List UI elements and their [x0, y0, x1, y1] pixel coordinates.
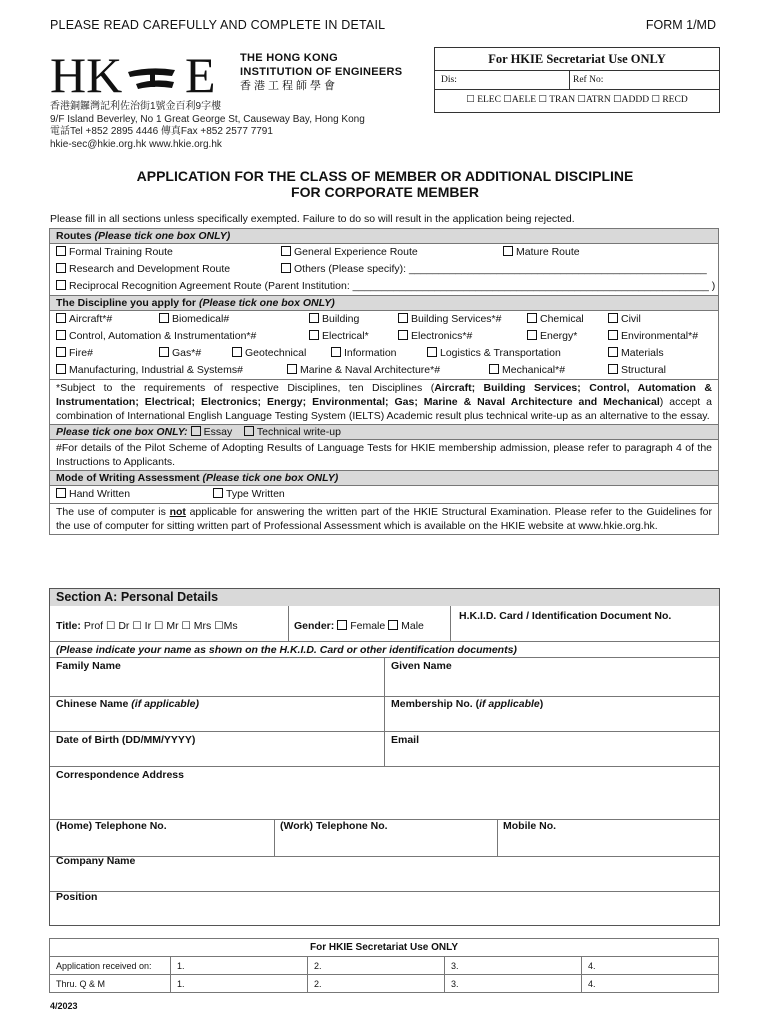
tech-checkbox[interactable]	[244, 426, 254, 436]
org-name-line2: INSTITUTION OF ENGINEERS	[240, 66, 403, 78]
chinese-name-label: Chinese Name (if applicable)	[56, 698, 199, 710]
secretariat-options: ☐ ELEC ☐AELE ☐ TRAN ☐ATRN ☐ADDD ☐ RECD	[466, 95, 688, 105]
section-a	[49, 588, 720, 926]
intro-text: Please fill in all sections unless specifically exempted. Failure to do so will result in the application being rejected.	[50, 213, 575, 225]
others-checkbox[interactable]	[281, 263, 291, 273]
essay-checkbox[interactable]	[191, 426, 201, 436]
discipline-options: Aircraft*# Biomedical# Building Building Services*# Chemical Civil Control, Automation & Instrumentation*# Electrical* Electronics*# Energy* Environmental*# Fire# Gas*# Geotechnical Information Logistics & Transportation Materials Manufacturing, Industrial & Systems# Marine & Naval Architecture*# Mechanical*# Structural	[50, 311, 719, 380]
secretariat-use-box	[434, 47, 720, 113]
discipline-checkbox[interactable]	[608, 364, 618, 374]
tel-fax: 電話Tel +852 2895 4446 傳真Fax +852 2577 7791	[50, 126, 273, 137]
dis-label: Dis:	[441, 75, 457, 85]
thru-label: Thru. Q & M	[50, 975, 171, 993]
name-hint: (Please indicate your name as shown on the H.K.I.D. Card or other identification documents)	[56, 644, 517, 656]
email-web: hkie-sec@hkie.org.hk www.hkie.org.hk	[50, 138, 222, 150]
org-address	[50, 101, 365, 151]
title-options[interactable]: Prof ☐ Dr ☐ Ir ☐ Mr ☐ Mrs ☐Ms	[83, 620, 238, 632]
discipline-checkbox[interactable]	[232, 347, 242, 357]
title-line1: APPLICATION FOR THE CLASS OF MEMBER OR ADDITIONAL DISCIPLINE	[136, 168, 634, 184]
footer-title: For HKIE Secretariat Use ONLY	[50, 939, 719, 957]
computer-note: The use of computer is not applicable for answering the written part of the HKIE Structural Examination. Please refer to the Guidelines for the use of computer for sitting written part of Professional Assessment which is available on the HKIE website at www.hkie.org.hk.	[50, 504, 719, 535]
svg-text:E: E	[185, 50, 216, 98]
discipline-checkbox[interactable]	[398, 313, 408, 323]
discipline-checkbox[interactable]	[398, 330, 408, 340]
discipline-checkbox[interactable]	[527, 330, 537, 340]
discipline-checkbox[interactable]	[56, 330, 66, 340]
hkid-label: H.K.I.D. Card / Identification Document No.	[459, 610, 672, 622]
mature-checkbox[interactable]	[503, 246, 513, 256]
address-en: 9/F Island Beverley, No 1 Great George St, Causeway Bay, Hong Kong	[50, 113, 365, 125]
discipline-checkbox[interactable]	[159, 347, 169, 357]
discipline-checkbox[interactable]	[427, 347, 437, 357]
address-zh: 香港銅鑼灣記利佐治街1號金百利9字樓	[50, 101, 222, 112]
formal-checkbox[interactable]	[56, 246, 66, 256]
position-label: Position	[56, 891, 98, 903]
discipline-checkbox[interactable]	[56, 313, 66, 323]
discipline-checkbox[interactable]	[56, 347, 66, 357]
secretariat-footer: For HKIE Secretariat Use ONLY Application received on: 1. 2. 3. 4. Thru. Q & M 1. 2. 3. 4.	[49, 938, 719, 993]
discipline-checkbox[interactable]	[159, 313, 169, 323]
routes-heading: Routes (Please tick one box ONLY)	[50, 229, 719, 244]
reciprocal-checkbox[interactable]	[56, 280, 66, 290]
discipline-checkbox[interactable]	[331, 347, 341, 357]
dob-label: Date of Birth (DD/MM/YYYY)	[56, 734, 196, 746]
discipline-checkbox[interactable]	[527, 313, 537, 323]
logo-hk: HK	[50, 50, 123, 98]
discipline-checkbox[interactable]	[489, 364, 499, 374]
male-checkbox[interactable]	[388, 620, 398, 630]
membership-label: Membership No. (if applicable)	[391, 698, 544, 710]
secretariat-box-title: For HKIE Secretariat Use ONLY	[435, 48, 719, 71]
email-label: Email	[391, 734, 420, 746]
hkie-logo	[50, 50, 235, 98]
home-tel-label: (Home) Telephone No.	[56, 820, 167, 832]
discipline-checkbox[interactable]	[309, 330, 319, 340]
received-label: Application received on:	[50, 957, 171, 975]
title-line2: FOR CORPORATE MEMBER	[291, 184, 479, 200]
title-field: Title: Prof ☐ Dr ☐ Ir ☐ Mr ☐ Mrs ☐Ms	[56, 620, 238, 632]
given-name-label: Given Name	[391, 660, 452, 672]
general-checkbox[interactable]	[281, 246, 291, 256]
discipline-heading: The Discipline you apply for (Please tick one box ONLY)	[50, 296, 719, 311]
ielts-note: *Subject to the requirements of respective Disciplines, ten Disciplines (Aircraft; Building Services; Control, Automation & Instrumentation; Electrical; Electronics; Energy; Environmental; Gas; Marine & Naval Architecture and Mechanical) accept a combination of International English Language Testing System (IELTS) Academic result plus technical write-up as an alternative to the essay.	[50, 380, 719, 425]
gender-field: Gender: Female Male	[294, 620, 424, 632]
family-name-label: Family Name	[56, 660, 121, 672]
discipline-checkbox[interactable]	[608, 330, 618, 340]
header-notice: PLEASE READ CAREFULLY AND COMPLETE IN DETAIL	[50, 18, 386, 32]
mobile-label: Mobile No.	[503, 820, 557, 832]
org-name-line1: THE HONG KONG	[240, 52, 339, 64]
form-number: FORM 1/MD	[645, 18, 716, 32]
pilot-note: #For details of the Pilot Scheme of Adopting Results of Language Tests for HKIE membership admission, please refer to paragraph 4 of the Instructions to Applicants.	[50, 440, 719, 471]
org-name	[240, 51, 402, 93]
org-name-zh: 香港工程師學會	[240, 80, 338, 92]
discipline-checkbox[interactable]	[608, 313, 618, 323]
section-a-heading: Section A: Personal Details	[50, 589, 719, 606]
female-checkbox[interactable]	[337, 620, 347, 630]
type-written-checkbox[interactable]	[213, 488, 223, 498]
discipline-checkbox[interactable]	[56, 364, 66, 374]
essay-choice: Please tick one box ONLY: Essay Technical write-up	[50, 425, 719, 440]
application-table: Routes (Please tick one box ONLY) Formal Training Route General Experience Route Mature Route Research and Development Route Others (Please specify): ___________________________________________________ Reciprocal Recognition Agreement Route (Parent Institution: _____________________________________________________________ ) The Discipline you apply for (Please tick one box ONLY) Aircraft*# Biomedical# Building Building Services*# Chemical Civil Control, Automation & Instrumentation*# Electrical* Electronics*# Energy* Environmental*# Fire# Gas*# Geotechnical Information Logistics & Transportation Materials Manufacturing, Industrial & Systems# Marine & Naval Architecture*# Mechanical*# Structural *Subject to the requirements of respective Disciplines, ten Disciplines (Aircraft; Building Services; Control, Automation & Instrumentation; Electrical; Electronics; Energy; Environmental; Gas; Marine & Naval Architecture and Mechanical) accept a combination of International English Language Testing System (IELTS) Academic result plus technical write-up as an alternative to the essay. Please tick one box ONLY: Essay Technical write-up #For details of the Pilot Scheme of Adopting Results of Language Tests for HKIE membership admission, please refer to paragraph 4 of the Instructions to Applicants. Mode of Writing Assessment (Please tick one box ONLY) Hand Written Type Written The use of computer is not applicable for answering the written part of the HKIE Structural Examination. Please refer to the Guidelines for the use of computer for sitting written part of Professional Assessment which is available on the HKIE website at www.hkie.org.hk.	[49, 228, 719, 535]
research-checkbox[interactable]	[56, 263, 66, 273]
company-label: Company Name	[56, 855, 136, 867]
ref-label: Ref No:	[573, 75, 604, 85]
discipline-checkbox[interactable]	[608, 347, 618, 357]
hand-written-checkbox[interactable]	[56, 488, 66, 498]
discipline-checkbox[interactable]	[287, 364, 297, 374]
page-title	[40, 168, 730, 200]
discipline-checkbox[interactable]	[309, 313, 319, 323]
revision-date: 4/2023	[50, 1001, 78, 1011]
address-label: Correspondence Address	[56, 769, 184, 781]
work-tel-label: (Work) Telephone No.	[280, 820, 388, 832]
writing-heading: Mode of Writing Assessment (Please tick one box ONLY)	[50, 471, 719, 486]
company-field[interactable]	[50, 856, 719, 892]
